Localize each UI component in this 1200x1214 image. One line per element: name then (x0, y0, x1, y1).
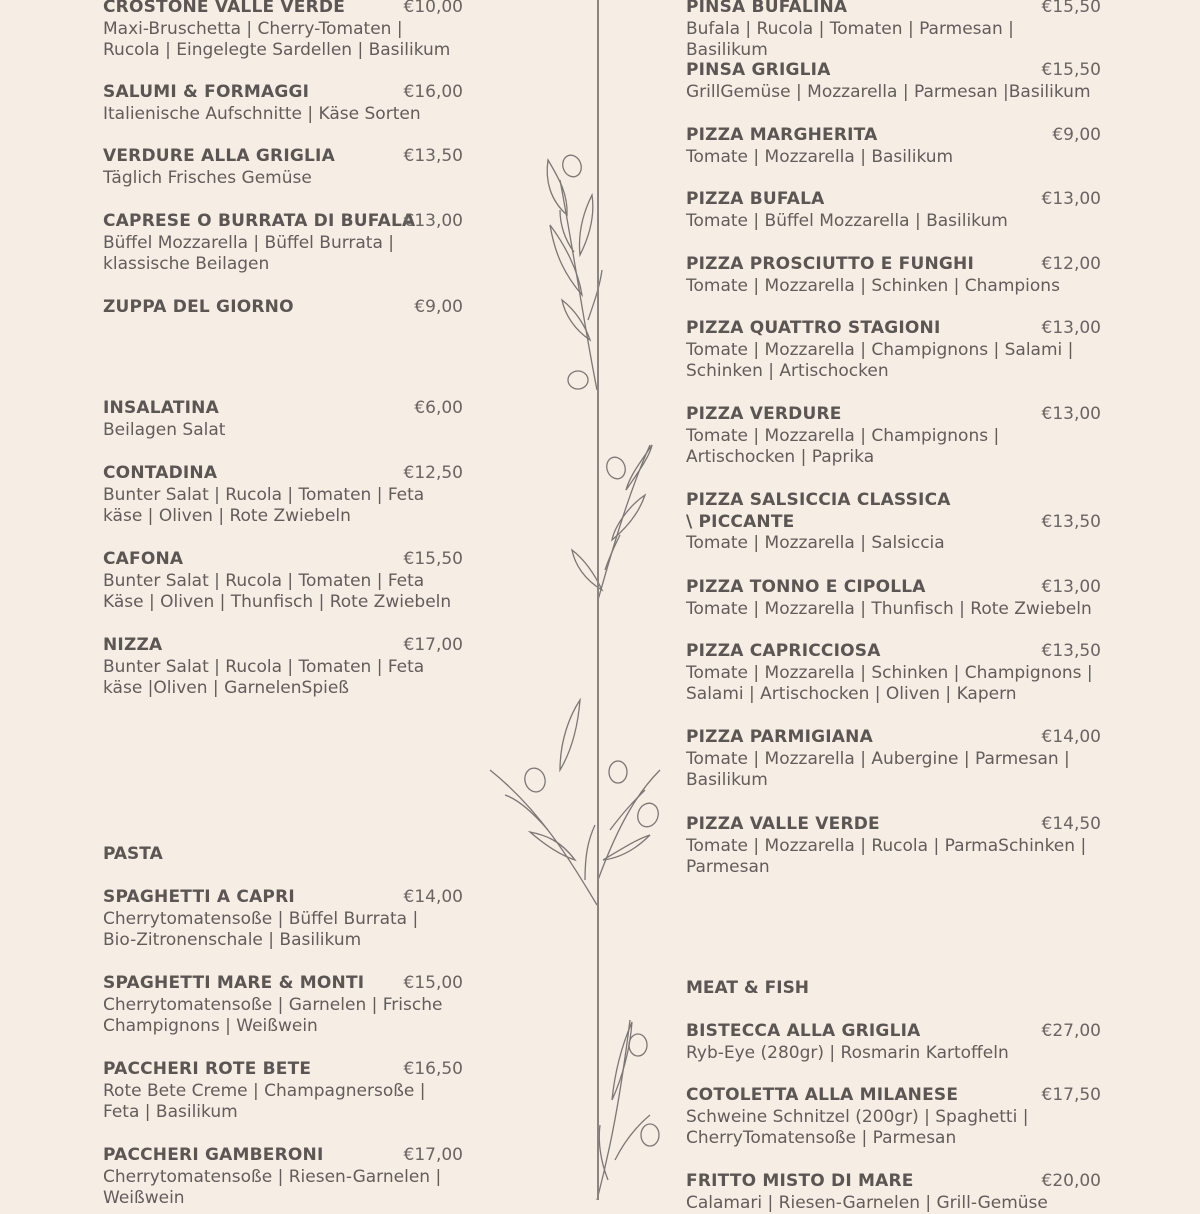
item-price: €13,00 (404, 211, 463, 233)
item-price: €13,00 (1042, 577, 1101, 599)
item-name: SPAGHETTI A CAPRI (103, 887, 463, 909)
menu-item (686, 490, 1101, 555)
item-name: ZUPPA DEL GIORNO (103, 297, 463, 319)
item-name: INSALATINA (103, 398, 463, 420)
item-description: Calamari | Riesen-Garnelen | Grill-Gemüse (686, 1193, 1101, 1214)
item-description: Tomate | Büffel Mozzarella | Basilikum (686, 211, 1101, 233)
item-description: Tomate | Mozzarella | Champignons | Artischocken | Paprika (686, 426, 1101, 469)
item-price: €12,50 (404, 463, 463, 485)
item-description: Tomate | Mozzarella | Rucola | ParmaSchinken | Parmesan (686, 836, 1101, 879)
item-name: CAPRESE O BURRATA DI BUFALA (103, 211, 463, 233)
item-price: €17,00 (404, 1145, 463, 1167)
item-name: BISTECCA ALLA GRIGLIA (686, 1021, 1101, 1043)
section-title-meat-fish: MEAT & FISH (686, 978, 809, 1000)
item-name: PIZZA SALSICCIA CLASSICA \ PICCANTE (686, 490, 1101, 533)
menu-item (686, 254, 1101, 297)
item-price: €9,00 (414, 297, 463, 319)
item-name: PACCHERI ROTE BETE (103, 1059, 463, 1081)
item-price: €14,50 (1042, 814, 1101, 836)
item-name: CAFONA (103, 549, 463, 571)
item-name: VERDURE ALLA GRIGLIA (103, 146, 463, 168)
menu-item (686, 727, 1101, 792)
item-name: PACCHERI GAMBERONI (103, 1145, 463, 1167)
item-price: €13,00 (1042, 318, 1101, 340)
item-price: €10,00 (404, 0, 463, 19)
item-price: €12,00 (1042, 254, 1101, 276)
item-price: €13,50 (1042, 641, 1101, 663)
item-price: €13,50 (404, 146, 463, 168)
item-price: €16,00 (404, 82, 463, 104)
item-name: CROSTONE VALLE VERDE (103, 0, 463, 19)
menu-item (103, 549, 463, 614)
item-name: PIZZA CAPRICCIOSA (686, 641, 1101, 663)
item-name: PINSA BUFALINA (686, 0, 1101, 19)
menu-item (686, 577, 1101, 620)
item-price: €17,00 (404, 635, 463, 657)
item-price: €17,50 (1042, 1085, 1101, 1107)
item-description: Maxi-Bruschetta | Cherry-Tomaten | Rucola | Eingelegte Sardellen | Basilikum (103, 19, 463, 62)
menu-item (686, 1021, 1101, 1064)
menu-item (103, 146, 463, 189)
center-divider (597, 0, 599, 1200)
menu-item (686, 125, 1101, 168)
item-name: SPAGHETTI MARE & MONTI (103, 973, 463, 995)
item-name: FRITTO MISTO DI MARE (686, 1171, 1101, 1193)
item-description: Schweine Schnitzel (200gr) | Spaghetti | CherryTomatensoße | Parmesan (686, 1107, 1101, 1150)
item-price: €13,50 (1042, 512, 1101, 534)
menu-item (686, 404, 1101, 469)
item-name: PINSA GRIGLIA (686, 60, 1101, 82)
item-description: Tomate | Mozzarella | Schinken | Champions (686, 276, 1101, 298)
menu-item (103, 211, 463, 276)
menu-item (686, 60, 1101, 103)
item-description: Ryb-Eye (280gr) | Rosmarin Kartoffeln (686, 1043, 1101, 1065)
item-description: Tomate | Mozzarella | Salsiccia (686, 533, 1101, 555)
item-price: €15,00 (404, 973, 463, 995)
item-name: PIZZA VERDURE (686, 404, 1101, 426)
item-price: €20,00 (1042, 1171, 1101, 1193)
item-description: Tomate | Mozzarella | Aubergine | Parmesan | Basilikum (686, 749, 1101, 792)
menu-item (103, 398, 463, 441)
item-price: €15,50 (404, 549, 463, 571)
menu-item (686, 814, 1101, 879)
item-description: Cherrytomatensoße | Büffel Burrata | Bio-Zitronenschale | Basilikum (103, 909, 463, 952)
item-name: PIZZA TONNO E CIPOLLA (686, 577, 1101, 599)
menu-item (103, 0, 463, 62)
item-price: €9,00 (1052, 125, 1101, 147)
item-name: CONTADINA (103, 463, 463, 485)
menu-item (686, 189, 1101, 232)
item-description: Italienische Aufschnitte | Käse Sorten (103, 104, 463, 126)
section-title-pasta: PASTA (103, 844, 163, 866)
item-name: PIZZA PROSCIUTTO E FUNGHI (686, 254, 1101, 276)
item-name: PIZZA VALLE VERDE (686, 814, 1101, 836)
item-description: GrillGemüse | Mozzarella | Parmesan |Basilikum (686, 82, 1101, 104)
menu-item (103, 887, 463, 952)
item-description: Cherrytomatensoße | Garnelen | Frische Champignons | Weißwein (103, 995, 463, 1038)
item-description: Tomate | Mozzarella | Basilikum (686, 147, 1101, 169)
item-description: Bunter Salat | Rucola | Tomaten | Feta käse | Oliven | Rote Zwiebeln (103, 485, 463, 528)
item-description: Täglich Frisches Gemüse (103, 168, 463, 190)
item-name: PIZZA QUATTRO STAGIONI (686, 318, 1101, 340)
item-name: PIZZA BUFALA (686, 189, 1101, 211)
item-price: €13,00 (1042, 189, 1101, 211)
menu-item (103, 82, 463, 125)
menu-item (686, 1085, 1101, 1150)
item-description: Bunter Salat | Rucola | Tomaten | Feta Käse | Oliven | Thunfisch | Rote Zwiebeln (103, 571, 463, 614)
item-description: Tomate | Mozzarella | Schinken | Champignons | Salami | Artischocken | Oliven | Kapern (686, 663, 1101, 706)
item-price: €15,50 (1042, 60, 1101, 82)
item-name: SALUMI & FORMAGGI (103, 82, 463, 104)
menu-item (686, 1171, 1101, 1214)
menu-item (686, 318, 1101, 383)
item-name: NIZZA (103, 635, 463, 657)
menu-item (686, 641, 1101, 706)
item-description: Beilagen Salat (103, 420, 463, 442)
item-description: Tomate | Mozzarella | Champignons | Salami | Schinken | Artischocken (686, 340, 1101, 383)
item-name: PIZZA MARGHERITA (686, 125, 1101, 147)
item-price: €6,00 (414, 398, 463, 420)
item-description: Büffel Mozzarella | Büffel Burrata | klassische Beilagen (103, 233, 463, 276)
menu-item (103, 297, 463, 319)
menu-item (686, 0, 1101, 62)
item-name: COTOLETTA ALLA MILANESE (686, 1085, 1101, 1107)
item-price: €14,00 (1042, 727, 1101, 749)
item-description: Cherrytomatensoße | Riesen-Garnelen | Weißwein (103, 1167, 463, 1210)
menu-item (103, 635, 463, 700)
item-description: Bunter Salat | Rucola | Tomaten | Feta käse |Oliven | GarnelenSpieß (103, 657, 463, 700)
menu-item (103, 973, 463, 1038)
item-description: Rote Bete Creme | Champagnersoße | Feta | Basilikum (103, 1081, 463, 1124)
item-price: €13,00 (1042, 404, 1101, 426)
item-description: Tomate | Mozzarella | Thunfisch | Rote Zwiebeln (686, 599, 1101, 621)
menu-item (103, 463, 463, 528)
item-description: Bufala | Rucola | Tomaten | Parmesan | Basilikum (686, 19, 1101, 62)
item-name: PIZZA PARMIGIANA (686, 727, 1101, 749)
item-price: €14,00 (404, 887, 463, 909)
item-price: €15,50 (1042, 0, 1101, 19)
menu-item (103, 1059, 463, 1124)
item-price: €16,50 (404, 1059, 463, 1081)
item-price: €27,00 (1042, 1021, 1101, 1043)
